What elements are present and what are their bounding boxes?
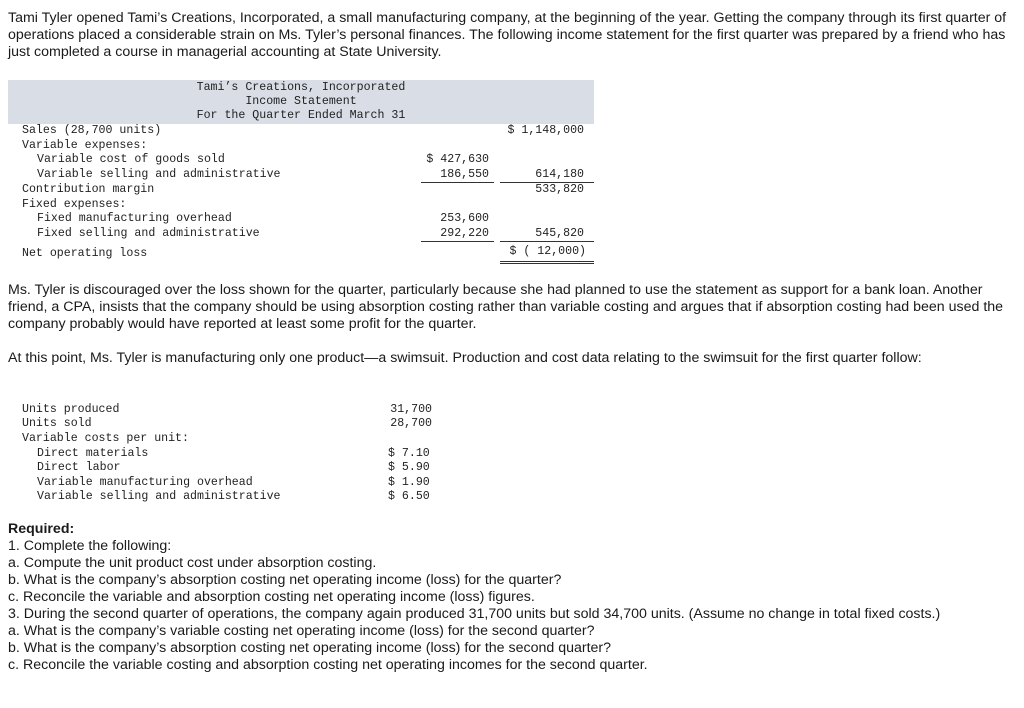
direct-materials-value: $ 7.10 [388, 447, 430, 460]
vsa-unit-value: $ 6.50 [388, 490, 430, 503]
required-title: Required: [8, 521, 75, 537]
vmo-value: $ 1.90 [388, 476, 430, 489]
variable-expenses-label: Variable expenses: [22, 139, 148, 152]
vmo-label: Variable manufacturing overhead [37, 476, 253, 489]
direct-labor-value: $ 5.90 [388, 461, 430, 474]
fmo-label: Fixed manufacturing overhead [37, 212, 232, 225]
required-item: a. Compute the unit product cost under absorption costing. [8, 555, 377, 571]
net-operating-loss-label: Net operating loss [22, 247, 148, 260]
required-item: c. Reconcile the variable and absorption costing net operating income (loss) figures. [8, 589, 535, 605]
fsa-value: 292,220 [440, 227, 489, 240]
units-produced-value: 31,700 [390, 403, 432, 416]
total-double-rule [500, 263, 594, 264]
units-sold-value: 28,700 [390, 417, 432, 430]
units-produced-label: Units produced [22, 403, 120, 416]
total-double-rule [500, 261, 594, 262]
fixed-expenses-label: Fixed expenses: [22, 198, 127, 211]
variable-total: 614,180 [535, 168, 584, 181]
sales-value: $ 1,148,000 [507, 124, 584, 137]
direct-materials-label: Direct materials [37, 447, 149, 460]
vcogs-value: $ 427,630 [426, 153, 489, 166]
variable-costs-label: Variable costs per unit: [22, 432, 189, 445]
production-intro-paragraph: At this point, Ms. Tyler is manufacturing only one product—a swimsuit. Production and cost data relating to the swimsuit for the first quarter follow: [8, 350, 922, 366]
vsa-label: Variable selling and administrative [37, 168, 281, 181]
vsa-value: 186,550 [440, 168, 489, 181]
statement-header [8, 80, 594, 124]
units-sold-label: Units sold [22, 417, 92, 430]
contribution-margin-value: 533,820 [535, 183, 584, 196]
required-item: c. Reconcile the variable costing and absorption costing net operating incomes for the second quarter. [8, 657, 648, 673]
required-section [8, 521, 1008, 674]
required-item: b. What is the company’s absorption costing net operating income (loss) for the quarter? [8, 572, 562, 588]
fixed-total: 545,820 [535, 227, 584, 240]
subtotal-rule [500, 241, 594, 242]
required-item: b. What is the company’s absorption costing net operating income (loss) for the second quarter? [8, 640, 612, 656]
subtotal-rule [421, 241, 494, 242]
contribution-margin-label: Contribution margin [22, 183, 155, 196]
required-item: 3. During the second quarter of operations, the company again produced 31,700 units but sold 34,700 units. (Assume no change in total fixed costs.) [8, 606, 941, 622]
required-item: a. What is the company’s variable costing net operating income (loss) for the second quarter? [8, 623, 595, 639]
statement-company: Tami’s Creations, Incorporated [196, 81, 406, 94]
statement-period: For the Quarter Ended March 31 [196, 109, 406, 122]
intro-paragraph: Tami Tyler opened Tami’s Creations, Incorporated, a small manufacturing company, at the beginning of the year. Getting the company through its first quarter of operations placed a considerable strain on Ms. Tyler’s personal finances. The following income statement for the first quarter was prepared by a friend who has just completed a course in managerial accounting at State University. [8, 10, 1007, 60]
statement-title: Income Statement [245, 95, 357, 108]
sales-label: Sales (28,700 units) [22, 124, 162, 137]
fsa-label: Fixed selling and administrative [37, 227, 260, 240]
required-item: 1. Complete the following: [8, 538, 172, 554]
fmo-value: 253,600 [440, 212, 489, 225]
vsa-unit-label: Variable selling and administrative [37, 490, 281, 503]
net-operating-loss-value: $ ( 12,000) [509, 245, 586, 258]
discouraged-paragraph: Ms. Tyler is discouraged over the loss shown for the quarter, particularly because she had planned to use the statement as support for a bank loan. Another friend, a CPA, insists that the company should be using absorption costing rather than variable costing and argues that if absorption costing had been used the company probably would have reported at least some profit for the quarter. [8, 282, 1004, 332]
vcogs-label: Variable cost of goods sold [37, 153, 225, 166]
direct-labor-label: Direct labor [37, 461, 121, 474]
